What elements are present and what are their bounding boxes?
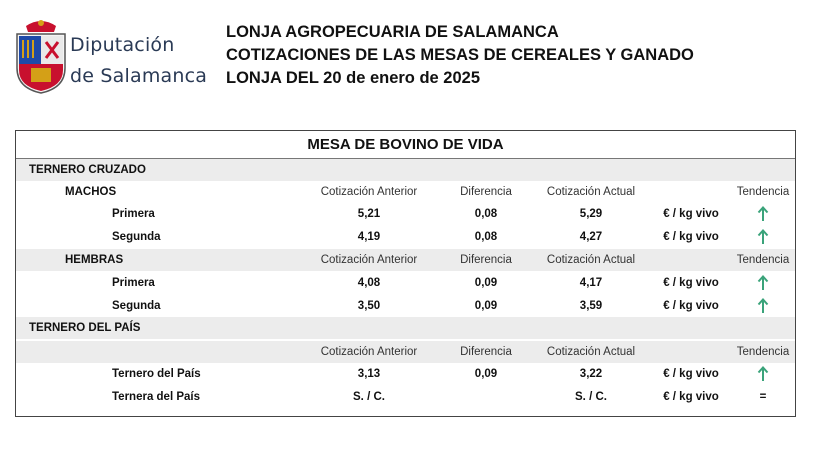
up-arrow-icon (757, 298, 769, 314)
unit-label: € / kg vivo (663, 231, 719, 243)
anterior-value: S. / C. (353, 391, 385, 403)
column-header-diferencia: Diferencia (460, 254, 512, 266)
unit-label: € / kg vivo (663, 277, 719, 289)
coat-of-arms-icon (14, 18, 68, 94)
table-row (16, 295, 795, 317)
column-header-anterior: Cotización Anterior (320, 346, 418, 358)
header-line-1: LONJA AGROPECUARIA DE SALAMANCA (226, 23, 559, 41)
anterior-value: 3,50 (357, 300, 381, 312)
actual-value: 4,27 (579, 231, 603, 243)
actual-value: 5,29 (579, 208, 603, 220)
logo-line-2: de Salamanca (70, 65, 208, 87)
up-arrow-icon (757, 275, 769, 291)
actual-value: S. / C. (575, 391, 607, 403)
table-row (16, 226, 795, 248)
unit-label: € / kg vivo (663, 368, 719, 380)
anterior-value: 4,08 (357, 277, 381, 289)
diferencia-value: 0,09 (474, 277, 498, 289)
column-header-diferencia: Diferencia (460, 186, 512, 198)
section-title: TERNERO DEL PAÍS (29, 322, 141, 334)
group-title: MACHOS (65, 186, 117, 198)
group-header-row (16, 249, 795, 271)
table-row (16, 386, 795, 408)
up-arrow-icon (757, 229, 769, 245)
actual-value: 3,22 (579, 368, 603, 380)
table-title: MESA DE BOVINO DE VIDA (16, 131, 795, 159)
group-header-row (16, 341, 795, 363)
header-line-2: COTIZACIONES DE LAS MESAS DE CEREALES Y GANADO (226, 46, 694, 64)
logo-line-1: Diputación (70, 34, 175, 56)
row-label: Ternero del País (112, 368, 201, 380)
unit-label: € / kg vivo (663, 300, 719, 312)
diferencia-value: 0,08 (474, 231, 498, 243)
column-header-anterior: Cotización Anterior (320, 186, 418, 198)
unit-label: € / kg vivo (663, 391, 719, 403)
row-label: Ternera del País (112, 391, 200, 403)
column-header-actual: Cotización Actual (546, 346, 636, 358)
table-row (16, 363, 795, 385)
unit-label: € / kg vivo (663, 208, 719, 220)
section-row (16, 159, 795, 181)
diferencia-value: 0,08 (474, 208, 498, 220)
up-arrow-icon (757, 206, 769, 222)
row-label: Segunda (112, 300, 161, 312)
column-header-actual: Cotización Actual (546, 254, 636, 266)
column-header-tendencia: Tendencia (736, 254, 790, 266)
anterior-value: 3,13 (357, 368, 381, 380)
up-arrow-icon (757, 366, 769, 382)
trend-equal: = (759, 391, 767, 403)
anterior-value: 4,19 (357, 231, 381, 243)
price-table (15, 130, 796, 417)
group-header-row (16, 181, 795, 203)
diferencia-value: 0,09 (474, 300, 498, 312)
group-title: HEMBRAS (65, 254, 124, 266)
table-row (16, 203, 795, 225)
column-header-anterior: Cotización Anterior (320, 254, 418, 266)
diputacion-logo (12, 8, 208, 98)
column-header-diferencia: Diferencia (460, 346, 512, 358)
column-header-tendencia: Tendencia (736, 186, 790, 198)
column-header-tendencia: Tendencia (736, 346, 790, 358)
column-header-actual: Cotización Actual (546, 186, 636, 198)
header-line-3: LONJA DEL 20 de enero de 2025 (226, 69, 481, 87)
row-label: Primera (112, 208, 155, 220)
diferencia-value: 0,09 (474, 368, 498, 380)
actual-value: 4,17 (579, 277, 603, 289)
actual-value: 3,59 (579, 300, 603, 312)
row-label: Primera (112, 277, 155, 289)
row-label: Segunda (112, 231, 161, 243)
table-row (16, 272, 795, 294)
section-row (16, 317, 795, 339)
document-header (226, 21, 694, 90)
section-title: TERNERO CRUZADO (29, 164, 146, 176)
anterior-value: 5,21 (357, 208, 381, 220)
